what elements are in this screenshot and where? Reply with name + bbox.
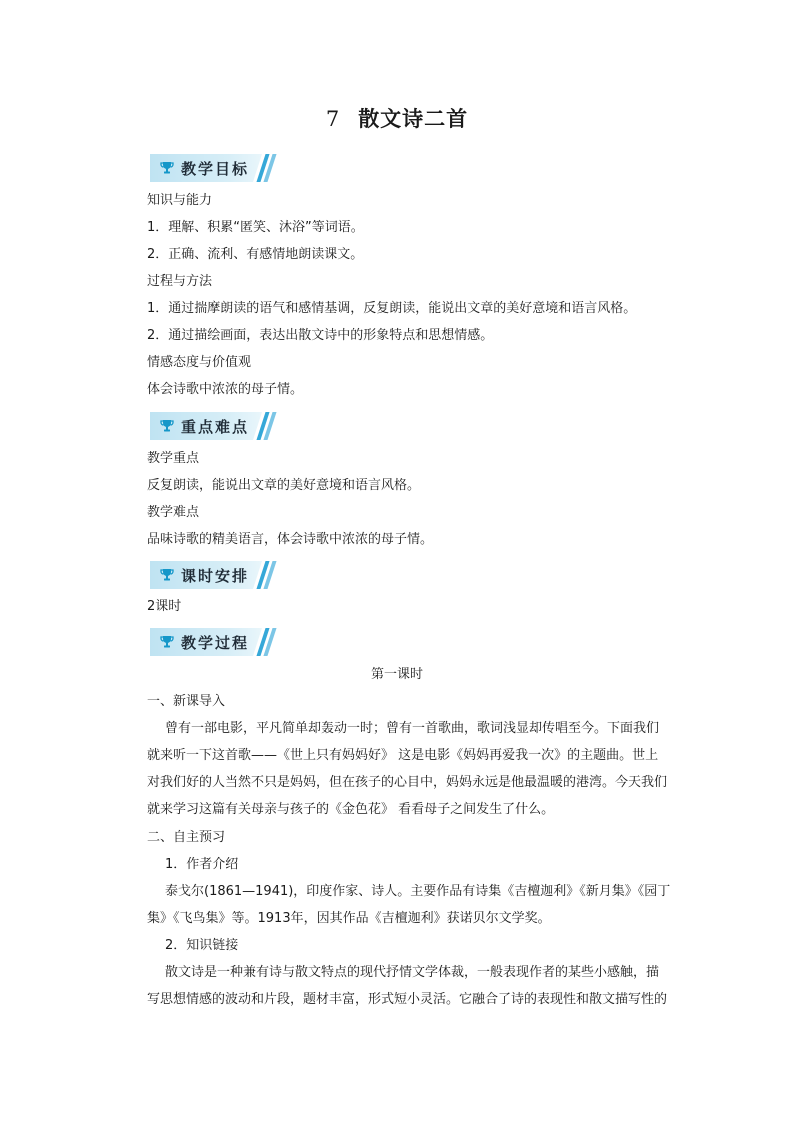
goal-item: 1．理解、积累“匿笑、沐浴”等词语。 — [147, 220, 364, 235]
lesson-heading: 第一课时 — [370, 667, 423, 682]
key-item: 品味诗歌的精美语言，体会诗歌中浓浓的母子情。 — [147, 532, 434, 547]
paragraph-line: 对我们好的人当然不只是妈妈，但在孩子的心目中，妈妈永远是他最温暖的港湾。今天我们 — [147, 775, 668, 790]
goal-item: 1．通过揣摩朗读的语气和感情基调，反复朗读，能说出文章的美好意境和语言风格。 — [147, 301, 637, 316]
section-banner-key — [150, 412, 272, 440]
section-title-schedule: 课时安排 — [181, 566, 250, 585]
key-heading-focus: 教学重点 — [147, 451, 200, 466]
lesson-title: 散文诗二首 — [358, 106, 469, 131]
section-title-goals: 教学目标 — [181, 159, 250, 178]
goals-heading-emotion: 情感态度与价值观 — [147, 355, 252, 370]
paragraph-line: 写思想情感的波动和片段，题材丰富，形式短小灵活。它融合了诗的表现性和散文描写性的 — [147, 992, 668, 1007]
paragraph-line: 集》《飞鸟集》等。1913年，因其作品《吉檀迦利》获诺贝尔文学奖。 — [147, 911, 551, 926]
lesson-number: 7 — [325, 107, 341, 131]
goal-item: 2．通过描绘画面，表达出散文诗中的形象特点和思想情感。 — [147, 328, 494, 343]
goals-heading-knowledge: 知识与能力 — [147, 193, 213, 208]
section-banner-schedule — [150, 561, 272, 589]
process-substep-heading: 1．作者介绍 — [165, 857, 239, 872]
section-banner-process — [150, 628, 272, 656]
key-heading-difficulty: 教学难点 — [147, 505, 200, 520]
page-title — [0, 103, 794, 133]
goal-item: 2．正确、流利、有感情地朗读课文。 — [147, 247, 364, 262]
goal-item: 体会诗歌中浓浓的母子情。 — [147, 382, 304, 397]
schedule-text: 2课时 — [147, 599, 182, 614]
section-title-process: 教学过程 — [181, 633, 250, 652]
paragraph-line: 散文诗是一种兼有诗与散文特点的现代抒情文学体裁，一般表现作者的某些小感触，描 — [165, 965, 660, 980]
paragraph-line: 就来听一下这首歌——《世上只有妈妈好》 这是电影《妈妈再爱我一次》的主题曲。世上 — [147, 748, 659, 763]
paragraph-line: 泰戈尔(1861—1941)，印度作家、诗人。主要作品有诗集《吉檀迦利》《新月集》《园丁 — [165, 884, 671, 899]
paragraph-line: 就来学习这篇有关母亲与孩子的《金色花》 看看母子之间发生了什么。 — [147, 802, 555, 817]
trophy-icon — [159, 418, 175, 434]
section-title-key: 重点难点 — [181, 417, 250, 436]
key-item: 反复朗读，能说出文章的美好意境和语言风格。 — [147, 478, 421, 493]
process-step-heading: 一、新课导入 — [147, 694, 226, 709]
process-step-heading: 二、自主预习 — [147, 830, 226, 845]
trophy-icon — [159, 567, 175, 583]
trophy-icon — [159, 160, 175, 176]
process-substep-heading: 2．知识链接 — [165, 938, 239, 953]
goals-heading-method: 过程与方法 — [147, 274, 213, 289]
paragraph-line: 曾有一部电影，平凡简单却轰动一时；曾有一首歌曲，歌词浅显却传唱至今。下面我们 — [165, 721, 660, 736]
section-banner-goals — [150, 154, 272, 182]
trophy-icon — [159, 634, 175, 650]
